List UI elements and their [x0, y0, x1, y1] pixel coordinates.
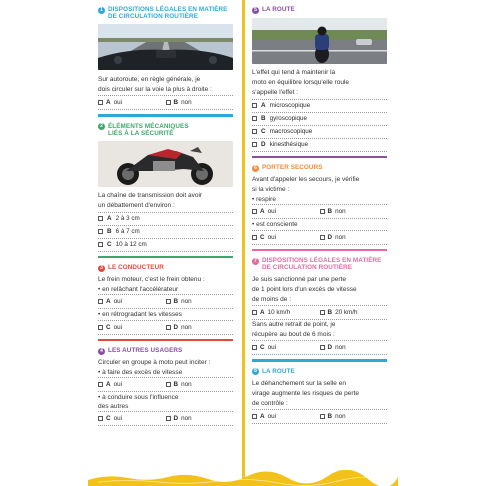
question-text: Avant d'appeler les secours, je vérifie si la victime :: [252, 176, 360, 193]
checkbox[interactable]: [98, 216, 103, 221]
answer-option-a[interactable]: A oui: [252, 413, 320, 420]
answer-option-a[interactable]: A oui: [98, 99, 166, 106]
checkbox[interactable]: [252, 310, 257, 315]
answer-option-c[interactable]: C macroscopique: [252, 126, 387, 139]
answer-option-b[interactable]: B non: [166, 298, 234, 305]
section-number-badge: 1: [98, 7, 105, 14]
section-8-header: [252, 368, 387, 376]
section-7-header: [252, 257, 387, 271]
question-text: Le frein moteur, c'est le frein obtenu :: [98, 276, 205, 283]
section-8: [252, 368, 387, 425]
checkbox[interactable]: [166, 325, 171, 330]
answer-option-a[interactable]: A oui: [98, 381, 166, 388]
section-6-header: [252, 164, 387, 172]
answer-option-c[interactable]: C 10 à 12 cm: [98, 239, 233, 252]
answer-option-b[interactable]: B non: [166, 381, 234, 388]
question-text: Sur autoroute, en règle générale, je dois circuler sur la voie la plus à droite :: [98, 75, 233, 96]
section-title: LES AUTRES USAGERS: [108, 347, 183, 354]
checkbox[interactable]: [320, 345, 325, 350]
section-divider: [98, 114, 233, 117]
section-number-badge: 4: [98, 348, 105, 355]
answer-row: [252, 205, 387, 219]
checkbox[interactable]: [252, 103, 257, 108]
section-4: [98, 347, 233, 426]
question-text: Je suis sanctionné par une perte de 1 point lors d'un excès de vitesse de moins de :: [252, 275, 387, 306]
answer-row: [98, 412, 233, 426]
checkbox[interactable]: [252, 209, 257, 214]
section-divider: [252, 156, 387, 159]
answer-row: [252, 231, 387, 245]
answer-option-d[interactable]: D kinesthésique: [252, 139, 387, 152]
answer-option-b[interactable]: B 20 km/h: [320, 309, 388, 316]
right-column: [252, 6, 387, 430]
answer-option-b[interactable]: B non: [166, 99, 234, 106]
answer-option-c[interactable]: C oui: [98, 415, 166, 422]
answer-option-b[interactable]: B 6 à 7 cm: [98, 226, 233, 239]
section-title: LA ROUTE: [262, 6, 295, 13]
checkbox[interactable]: [98, 229, 103, 234]
answer-row: [252, 306, 387, 320]
section-title: DISPOSITIONS LÉGALES EN MATIÈRE DE CIRCULATION ROUTIÈRE: [108, 6, 228, 20]
answer-option-a[interactable]: A microscopique: [252, 100, 387, 113]
checkbox[interactable]: [252, 414, 257, 419]
checkbox[interactable]: [320, 235, 325, 240]
answer-option-a[interactable]: A oui: [252, 208, 320, 215]
motorcycle-photo: [98, 141, 233, 187]
section-divider: [98, 339, 233, 342]
section-5: [252, 6, 387, 158]
bullet-text: • est consciente: [252, 219, 387, 231]
answer-row: [98, 295, 233, 309]
checkbox[interactable]: [320, 209, 325, 214]
checkbox[interactable]: [320, 414, 325, 419]
bullet-text: • en relâchant l'accélérateur: [98, 286, 233, 296]
section-divider: [252, 359, 387, 362]
checkbox[interactable]: [98, 100, 103, 105]
section-title: LA ROUTE: [262, 367, 295, 375]
section-number-badge: 5: [252, 7, 259, 14]
checkbox[interactable]: [252, 129, 257, 134]
section-number-badge: 3: [98, 265, 105, 272]
answer-option-a[interactable]: A oui: [98, 298, 166, 305]
section-title: PORTER SECOURS: [262, 164, 323, 171]
answer-row: [98, 96, 233, 110]
section-7: [252, 257, 387, 362]
answer-option-a[interactable]: A 10 km/h: [252, 309, 320, 316]
motorway-handlebar-photo: [98, 24, 233, 70]
answer-row: [98, 378, 233, 392]
section-2: [98, 123, 233, 259]
rider-on-road-photo: [252, 18, 387, 64]
checkbox[interactable]: [166, 299, 171, 304]
section-title: LE CONDUCTEUR: [108, 264, 164, 271]
checkbox[interactable]: [166, 416, 171, 421]
section-4-header: [98, 347, 233, 355]
answer-option-d[interactable]: D non: [166, 415, 234, 422]
left-column: [98, 6, 233, 432]
section-divider: [252, 249, 387, 252]
answer-option-d[interactable]: D non: [320, 344, 388, 351]
section-number-badge: 8: [252, 368, 259, 375]
question-text: La chaîne de transmission doit avoir un débattement d'environ :: [98, 192, 233, 213]
answer-option-b[interactable]: B gyroscopique: [252, 113, 387, 126]
section-number-badge: 6: [252, 165, 259, 172]
checkbox[interactable]: [252, 345, 257, 350]
section-title: DISPOSITIONS LÉGALES EN MATIÈRE DE CIRCULATION ROUTIÈRE: [262, 257, 382, 271]
checkbox[interactable]: [252, 116, 257, 121]
section-1-header: [98, 6, 233, 20]
answer-option-c[interactable]: C oui: [98, 324, 166, 331]
answer-option-b[interactable]: B non: [320, 413, 388, 420]
yellow-brush-border: [88, 470, 398, 486]
page-spine: [242, 0, 245, 486]
answer-option-c[interactable]: C oui: [252, 234, 320, 241]
section-divider: [98, 256, 233, 259]
checkbox[interactable]: [252, 235, 257, 240]
checkbox[interactable]: [166, 382, 171, 387]
section-1: [98, 6, 233, 117]
checkbox[interactable]: [320, 310, 325, 315]
checkbox[interactable]: [98, 242, 103, 247]
checkbox[interactable]: [252, 142, 257, 147]
question-text: Circuler en groupe à moto peut inciter :: [98, 359, 211, 366]
bullet-text: • en rétrogradant les vitesses: [98, 309, 233, 321]
checkbox[interactable]: [98, 416, 103, 421]
answer-option-d[interactable]: D non: [166, 324, 234, 331]
answer-row: [98, 321, 233, 335]
answer-row: [252, 410, 387, 424]
answer-row: [252, 341, 387, 355]
answer-option-b[interactable]: B non: [320, 208, 388, 215]
section-number-badge: 7: [252, 258, 259, 265]
bullet-text: • à conduire sous l'influence des autres: [98, 392, 233, 412]
checkbox[interactable]: [98, 382, 103, 387]
section-6: [252, 164, 387, 251]
checkbox[interactable]: [166, 100, 171, 105]
answer-option-d[interactable]: D non: [320, 234, 388, 241]
answer-option-c[interactable]: C oui: [252, 344, 320, 351]
section-5-header: [252, 6, 387, 14]
question-text: Le déhanchement sur la selle en virage augmente les risques de perte de contrôle :: [252, 379, 387, 410]
checkbox[interactable]: [98, 325, 103, 330]
section-title: ÉLÉMENTS MÉCANIQUES LIÉS À LA SÉCURITÉ: [108, 122, 189, 137]
section-3-header: [98, 264, 233, 272]
bullet-text: • respire: [252, 196, 387, 206]
bullet-text: • à faire des excès de vitesse: [98, 369, 233, 379]
question-text: L'effet qui tend à maintenir la moto en équilibre lorsqu'elle roule s'appelle l'effet :: [252, 69, 387, 100]
section-2-header: [98, 123, 233, 137]
answer-option-a[interactable]: A 2 à 3 cm: [98, 213, 233, 226]
question-text: Sans autre retrait de point, je récupère au bout de 6 mois :: [252, 320, 387, 341]
checkbox[interactable]: [98, 299, 103, 304]
section-3: [98, 264, 233, 341]
section-number-badge: 2: [98, 123, 105, 130]
